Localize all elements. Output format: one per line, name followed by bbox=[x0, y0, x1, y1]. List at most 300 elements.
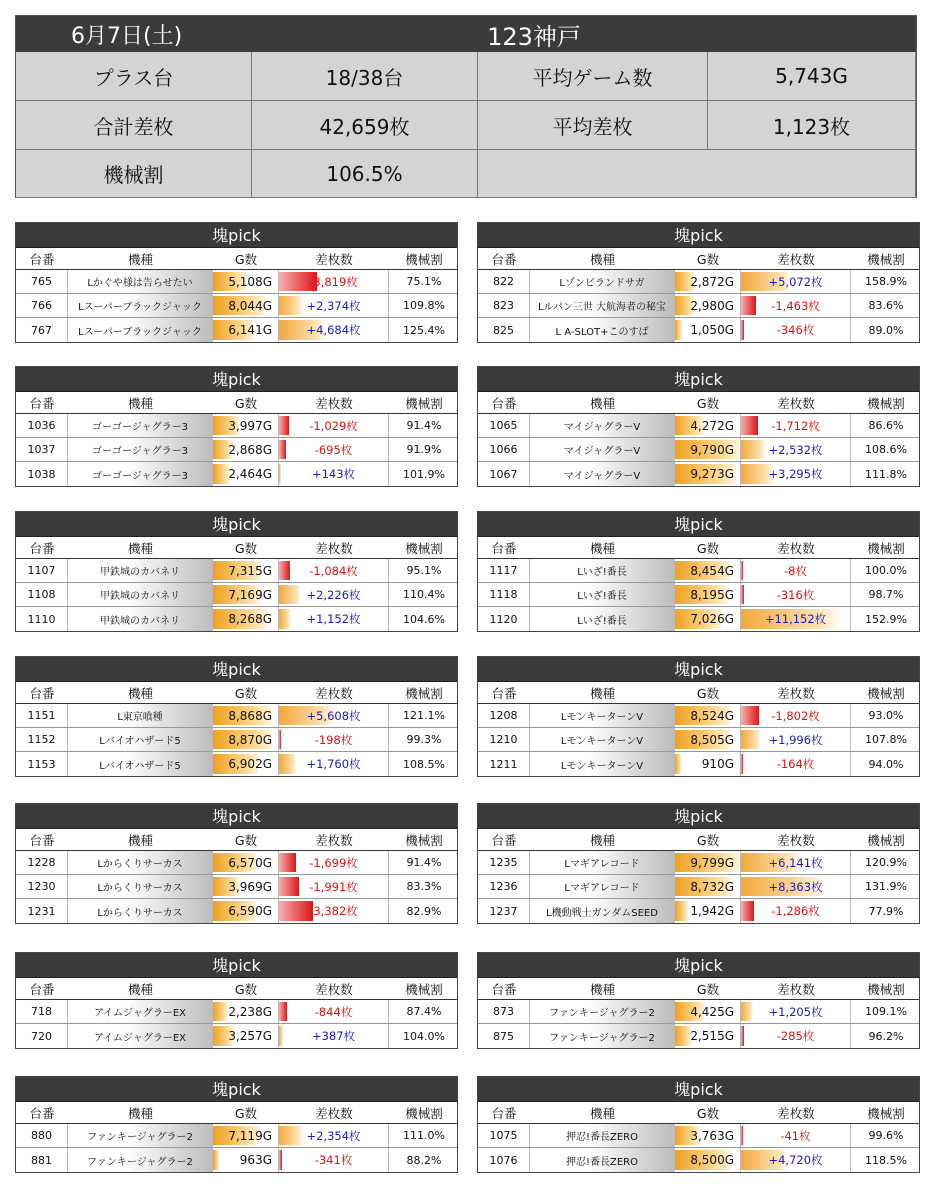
header-diff: 差枚数 bbox=[777, 1105, 815, 1121]
header-diff: 差枚数 bbox=[777, 832, 815, 848]
machine-number: 1151 bbox=[16, 704, 68, 727]
diff-bar bbox=[279, 1002, 287, 1021]
panel-title: 塊pick bbox=[478, 804, 919, 829]
pick-panel bbox=[477, 656, 920, 777]
machine-name: アイムジャグラーEX bbox=[68, 1000, 213, 1023]
pick-panel bbox=[15, 656, 458, 777]
header-machine: 機種 bbox=[589, 685, 615, 701]
payout-rate: 88.2% bbox=[406, 1153, 442, 1167]
games-cell bbox=[213, 752, 279, 776]
diff-cell bbox=[279, 704, 389, 727]
panel-title: 塊pick bbox=[478, 367, 919, 392]
diff-cell bbox=[741, 752, 851, 776]
machine-number: 1065 bbox=[478, 414, 530, 437]
machine-number: 1038 bbox=[16, 462, 68, 486]
header-diff: 差枚数 bbox=[315, 251, 353, 267]
games-cell bbox=[675, 583, 741, 606]
panel-header-row bbox=[478, 537, 919, 559]
games-value: 2,515G bbox=[690, 1029, 734, 1043]
panel-title: 塊pick bbox=[478, 953, 919, 978]
games-cell bbox=[213, 607, 279, 631]
machine-number: 1037 bbox=[16, 438, 68, 461]
machine-number: 1230 bbox=[16, 875, 68, 898]
header-diff: 差枚数 bbox=[315, 685, 353, 701]
diff-value: -1,991枚 bbox=[309, 879, 358, 894]
table-row bbox=[16, 1000, 457, 1024]
panel-header-row bbox=[478, 682, 919, 704]
diff-bar bbox=[741, 1026, 744, 1046]
machine-name: L東京喰種 bbox=[68, 704, 213, 727]
diff-bar bbox=[741, 561, 743, 580]
payout-rate: 99.3% bbox=[406, 733, 442, 746]
machine-name: Lかぐや様は告らせたい bbox=[68, 270, 213, 293]
header-rate: 機械割 bbox=[867, 981, 905, 997]
diff-value: -1,802枚 bbox=[771, 708, 820, 723]
games-value: 8,868G bbox=[228, 708, 272, 723]
diff-cell bbox=[741, 704, 851, 727]
header-games: G数 bbox=[696, 685, 720, 701]
diff-cell bbox=[279, 462, 389, 486]
diff-cell bbox=[279, 1148, 389, 1172]
header-num: 台番 bbox=[29, 832, 55, 848]
diff-value: +5,072枚 bbox=[768, 274, 823, 289]
header-num: 台番 bbox=[29, 981, 55, 997]
games-value: 4,272G bbox=[690, 418, 734, 433]
diff-cell bbox=[741, 728, 851, 751]
panel-title: 塊pick bbox=[478, 1077, 919, 1102]
diff-bar bbox=[741, 754, 743, 774]
header-machine: 機種 bbox=[589, 251, 615, 267]
panel-title: 塊pick bbox=[16, 512, 457, 537]
diff-cell bbox=[741, 607, 851, 631]
header-machine: 機種 bbox=[127, 395, 153, 411]
diff-cell bbox=[279, 752, 389, 776]
header-rate: 機械割 bbox=[405, 395, 443, 411]
header-num: 台番 bbox=[29, 685, 55, 701]
diff-bar bbox=[279, 1026, 283, 1046]
header-games: G数 bbox=[234, 251, 258, 267]
games-value: 7,315G bbox=[228, 563, 272, 578]
games-value: 8,870G bbox=[228, 732, 272, 747]
diff-bar bbox=[279, 464, 281, 484]
diff-value: +2,532枚 bbox=[768, 442, 823, 457]
machine-name: Lからくりサーカス bbox=[68, 875, 213, 898]
table-row bbox=[478, 851, 919, 875]
pick-panel bbox=[15, 222, 458, 343]
pick-panel bbox=[477, 511, 920, 632]
games-cell bbox=[675, 270, 741, 293]
games-cell bbox=[213, 851, 279, 874]
diff-value: -1,029枚 bbox=[309, 418, 358, 433]
header-machine: 機種 bbox=[127, 251, 153, 267]
diff-bar bbox=[741, 320, 744, 340]
table-row bbox=[16, 607, 457, 631]
machine-number: 823 bbox=[478, 294, 530, 317]
games-value: 6,902G bbox=[228, 757, 272, 771]
table-row bbox=[16, 1148, 457, 1172]
table-row bbox=[478, 294, 919, 318]
table-row bbox=[478, 438, 919, 462]
machine-number: 1076 bbox=[478, 1148, 530, 1172]
payout-rate: 158.9% bbox=[865, 275, 907, 288]
header-rate: 機械割 bbox=[405, 540, 443, 556]
machine-name: Lマギアレコード bbox=[530, 851, 675, 874]
header-diff: 差枚数 bbox=[777, 395, 815, 411]
games-value: 9,273G bbox=[690, 467, 734, 481]
payout-rate: 100.0% bbox=[865, 564, 907, 577]
diff-bar bbox=[279, 609, 291, 629]
diff-value: -844枚 bbox=[314, 1004, 353, 1019]
diff-value: -1,699枚 bbox=[309, 855, 358, 870]
header-games: G数 bbox=[234, 832, 258, 848]
payout-rate: 121.1% bbox=[403, 709, 445, 722]
table-row bbox=[478, 1024, 919, 1048]
games-cell bbox=[675, 899, 741, 923]
diff-value: +2,354枚 bbox=[306, 1128, 361, 1143]
diff-cell bbox=[741, 559, 851, 582]
diff-value: +3,295枚 bbox=[768, 467, 823, 481]
header-num: 台番 bbox=[491, 1105, 517, 1121]
panel-title: 塊pick bbox=[16, 1077, 457, 1102]
games-cell bbox=[675, 1000, 741, 1023]
games-cell bbox=[213, 728, 279, 751]
summary-title-row bbox=[16, 16, 916, 52]
games-cell bbox=[213, 462, 279, 486]
diff-bar bbox=[279, 585, 301, 604]
pick-panel bbox=[15, 803, 458, 924]
games-value: 8,500G bbox=[690, 1153, 734, 1167]
machine-number: 720 bbox=[16, 1024, 68, 1048]
games-cell bbox=[213, 1024, 279, 1048]
machine-number: 766 bbox=[16, 294, 68, 317]
machine-number: 1231 bbox=[16, 899, 68, 923]
machine-name: ファンキージャグラー2 bbox=[68, 1148, 213, 1172]
machine-number: 1152 bbox=[16, 728, 68, 751]
games-cell bbox=[213, 294, 279, 317]
diff-value: -695枚 bbox=[314, 442, 353, 457]
games-value: 2,868G bbox=[228, 442, 272, 457]
machine-name: Lバイオハザード5 bbox=[68, 728, 213, 751]
header-diff: 差枚数 bbox=[777, 251, 815, 267]
machine-number: 767 bbox=[16, 318, 68, 342]
games-cell bbox=[675, 1148, 741, 1172]
avg-diff-value: 1,123枚 bbox=[708, 101, 916, 150]
header-num: 台番 bbox=[491, 981, 517, 997]
header-rate: 機械割 bbox=[867, 251, 905, 267]
diff-value: -346枚 bbox=[776, 323, 815, 337]
table-row bbox=[478, 899, 919, 923]
games-cell bbox=[675, 462, 741, 486]
header-num: 台番 bbox=[491, 685, 517, 701]
diff-bar bbox=[279, 561, 290, 580]
machine-name: Lマギアレコード bbox=[530, 875, 675, 898]
machine-name: Lバイオハザード5 bbox=[68, 752, 213, 776]
diff-cell bbox=[741, 1124, 851, 1147]
panel-header-row bbox=[16, 829, 457, 851]
header-machine: 機種 bbox=[127, 832, 153, 848]
diff-bar bbox=[741, 706, 759, 725]
plus-value: 18/38台 bbox=[252, 52, 478, 101]
payout-rate: 104.6% bbox=[403, 612, 445, 626]
diff-cell bbox=[741, 1000, 851, 1023]
pick-panel bbox=[477, 366, 920, 487]
header-rate: 機械割 bbox=[867, 832, 905, 848]
table-row bbox=[478, 583, 919, 607]
machine-number: 1117 bbox=[478, 559, 530, 582]
machine-name: ファンキージャグラー2 bbox=[530, 1024, 675, 1048]
diff-value: -285枚 bbox=[776, 1029, 815, 1043]
header-games: G数 bbox=[234, 395, 258, 411]
games-cell bbox=[213, 899, 279, 923]
games-cell bbox=[213, 270, 279, 293]
diff-value: +6,141枚 bbox=[768, 855, 823, 870]
pick-panel bbox=[477, 803, 920, 924]
diff-value: -1,084枚 bbox=[309, 563, 358, 578]
header-rate: 機械割 bbox=[405, 1105, 443, 1121]
diff-value: +2,374枚 bbox=[306, 298, 361, 313]
diff-bar bbox=[279, 1126, 303, 1145]
avg-diff-label: 平均差枚 bbox=[478, 101, 708, 150]
machine-number: 1237 bbox=[478, 899, 530, 923]
games-value: 6,590G bbox=[228, 904, 272, 918]
header-games: G数 bbox=[696, 540, 720, 556]
games-value: 3,763G bbox=[690, 1128, 734, 1143]
games-value: 2,872G bbox=[690, 274, 734, 289]
diff-value: +8,363枚 bbox=[768, 879, 823, 894]
header-rate: 機械割 bbox=[867, 395, 905, 411]
header-rate: 機械割 bbox=[405, 981, 443, 997]
machine-number: 1208 bbox=[478, 704, 530, 727]
diff-cell bbox=[741, 438, 851, 461]
games-value: 9,799G bbox=[690, 855, 734, 870]
diff-cell bbox=[741, 414, 851, 437]
header-diff: 差枚数 bbox=[315, 1105, 353, 1121]
games-value: 8,732G bbox=[690, 879, 734, 894]
diff-cell bbox=[741, 875, 851, 898]
pick-panel bbox=[15, 366, 458, 487]
diff-cell bbox=[741, 270, 851, 293]
panel-title: 塊pick bbox=[16, 804, 457, 829]
games-value: 9,790G bbox=[690, 442, 734, 457]
games-value: 6,570G bbox=[228, 855, 272, 870]
avg-games-label: 平均ゲーム数 bbox=[478, 52, 708, 101]
games-cell bbox=[675, 875, 741, 898]
panel-header-row bbox=[16, 682, 457, 704]
machine-number: 718 bbox=[16, 1000, 68, 1023]
header-rate: 機械割 bbox=[867, 685, 905, 701]
diff-cell bbox=[279, 607, 389, 631]
diff-cell bbox=[741, 294, 851, 317]
table-row bbox=[478, 875, 919, 899]
machine-number: 1067 bbox=[478, 462, 530, 486]
table-row bbox=[478, 1148, 919, 1172]
machine-number: 1075 bbox=[478, 1124, 530, 1147]
header-num: 台番 bbox=[491, 251, 517, 267]
header-num: 台番 bbox=[491, 832, 517, 848]
machine-name: Lいざ!番長 bbox=[530, 559, 675, 582]
report-date: 6月7日(土) bbox=[71, 23, 183, 49]
diff-value: +1,205枚 bbox=[768, 1004, 823, 1019]
diff-cell bbox=[741, 851, 851, 874]
payout-rate: 111.8% bbox=[865, 467, 907, 481]
payout-rate: 75.1% bbox=[406, 275, 442, 288]
header-num: 台番 bbox=[29, 395, 55, 411]
diff-value: +4,684枚 bbox=[306, 323, 361, 337]
header-machine: 機種 bbox=[589, 395, 615, 411]
diff-bar bbox=[279, 1150, 282, 1170]
table-row bbox=[478, 728, 919, 752]
games-cell bbox=[213, 1148, 279, 1172]
diff-value: -3,819枚 bbox=[309, 274, 358, 289]
diff-cell bbox=[279, 318, 389, 342]
table-row bbox=[16, 851, 457, 875]
diff-bar bbox=[279, 440, 286, 459]
machine-number: 1210 bbox=[478, 728, 530, 751]
header-diff: 差枚数 bbox=[315, 395, 353, 411]
payout-rate: 94.0% bbox=[868, 757, 904, 771]
payout-rate: 125.4% bbox=[403, 323, 445, 337]
table-row bbox=[16, 875, 457, 899]
panel-header-row bbox=[16, 978, 457, 1000]
panel-title: 塊pick bbox=[16, 953, 457, 978]
panel-header-row bbox=[478, 392, 919, 414]
panel-header-row bbox=[478, 978, 919, 1000]
games-value: 4,425G bbox=[690, 1004, 734, 1019]
diff-value: -41枚 bbox=[780, 1128, 811, 1143]
table-row bbox=[16, 270, 457, 294]
diff-cell bbox=[279, 270, 389, 293]
games-cell bbox=[213, 414, 279, 437]
diff-cell bbox=[279, 899, 389, 923]
diff-bar bbox=[741, 585, 744, 604]
machine-number: 1066 bbox=[478, 438, 530, 461]
header-diff: 差枚数 bbox=[315, 981, 353, 997]
games-value: 7,119G bbox=[228, 1128, 272, 1143]
diff-value: +387枚 bbox=[311, 1029, 356, 1043]
games-cell bbox=[213, 704, 279, 727]
machine-number: 1235 bbox=[478, 851, 530, 874]
games-cell bbox=[675, 1124, 741, 1147]
machine-number: 1108 bbox=[16, 583, 68, 606]
table-row bbox=[478, 318, 919, 342]
games-value: 963G bbox=[239, 1153, 272, 1167]
payout-rate: 110.4% bbox=[403, 588, 445, 601]
header-games: G数 bbox=[696, 251, 720, 267]
games-value: 8,268G bbox=[228, 612, 272, 626]
panel-header-row bbox=[478, 829, 919, 851]
games-value: 5,108G bbox=[228, 274, 272, 289]
pick-panel bbox=[15, 511, 458, 632]
machine-number: 825 bbox=[478, 318, 530, 342]
header-games: G数 bbox=[696, 395, 720, 411]
games-value: 7,026G bbox=[690, 612, 734, 626]
machine-name: Lルパン三世 大航海者の秘宝 bbox=[530, 294, 675, 317]
payout-rate: 93.0% bbox=[868, 709, 904, 722]
diff-cell bbox=[279, 875, 389, 898]
games-value: 3,969G bbox=[228, 879, 272, 894]
machine-number: 765 bbox=[16, 270, 68, 293]
diff-cell bbox=[279, 1024, 389, 1048]
panel-header-row bbox=[16, 1102, 457, 1124]
diff-cell bbox=[741, 462, 851, 486]
table-row bbox=[478, 462, 919, 486]
table-row bbox=[16, 728, 457, 752]
diff-bar bbox=[741, 730, 761, 749]
machine-name: マイジャグラーV bbox=[530, 438, 675, 461]
diff-bar bbox=[741, 1002, 753, 1021]
games-cell bbox=[675, 559, 741, 582]
header-games: G数 bbox=[696, 832, 720, 848]
diff-value: +5,608枚 bbox=[306, 708, 361, 723]
total-diff-value: 42,659枚 bbox=[252, 101, 478, 150]
panel-title: 塊pick bbox=[16, 657, 457, 682]
table-row bbox=[16, 559, 457, 583]
payout-rate: 118.5% bbox=[865, 1153, 907, 1167]
machine-name: 押忍!番長ZERO bbox=[530, 1124, 675, 1147]
machine-name: ゴーゴージャグラー3 bbox=[68, 414, 213, 437]
games-value: 3,997G bbox=[228, 418, 272, 433]
payout-rate: 82.9% bbox=[406, 904, 442, 918]
header-diff: 差枚数 bbox=[315, 832, 353, 848]
payout-rate: 91.9% bbox=[406, 443, 442, 456]
machine-name: マイジャグラーV bbox=[530, 414, 675, 437]
games-cell bbox=[675, 607, 741, 631]
pick-panel bbox=[477, 222, 920, 343]
header-num: 台番 bbox=[29, 251, 55, 267]
machine-name: ファンキージャグラー2 bbox=[530, 1000, 675, 1023]
diff-cell bbox=[741, 1148, 851, 1172]
machine-name: Lスーパーブラックジャック bbox=[68, 294, 213, 317]
total-diff-label: 合計差枚 bbox=[16, 101, 252, 150]
diff-value: -1,712枚 bbox=[771, 418, 820, 433]
diff-bar bbox=[279, 730, 281, 749]
header-machine: 機種 bbox=[589, 540, 615, 556]
games-value: 1,050G bbox=[690, 323, 734, 337]
header-num: 台番 bbox=[491, 540, 517, 556]
pick-panel bbox=[15, 952, 458, 1049]
table-row bbox=[478, 270, 919, 294]
games-cell bbox=[675, 1024, 741, 1048]
payout-rate: 91.4% bbox=[406, 419, 442, 432]
header-machine: 機種 bbox=[589, 832, 615, 848]
avg-games-value: 5,743G bbox=[708, 52, 916, 101]
machine-name: LモンキーターンV bbox=[530, 704, 675, 727]
rate-label: 機械割 bbox=[16, 150, 252, 198]
diff-cell bbox=[279, 414, 389, 437]
pick-panel bbox=[15, 1076, 458, 1173]
panel-title: 塊pick bbox=[478, 223, 919, 248]
header-machine: 機種 bbox=[127, 685, 153, 701]
store-name: 123神戸 bbox=[487, 22, 581, 51]
header-games: G数 bbox=[234, 1105, 258, 1121]
payout-rate: 83.3% bbox=[406, 880, 442, 893]
header-games: G数 bbox=[234, 540, 258, 556]
diff-value: -8枚 bbox=[784, 563, 807, 578]
table-row bbox=[478, 607, 919, 631]
machine-name: Lゾンビランドサガ bbox=[530, 270, 675, 293]
panel-title: 塊pick bbox=[478, 512, 919, 537]
panel-header-row bbox=[16, 248, 457, 270]
machine-name: ファンキージャグラー2 bbox=[68, 1124, 213, 1147]
payout-rate: 86.6% bbox=[868, 419, 904, 432]
diff-cell bbox=[279, 294, 389, 317]
table-row bbox=[478, 704, 919, 728]
machine-name: 甲鉄城のカバネリ bbox=[68, 559, 213, 582]
table-row bbox=[478, 559, 919, 583]
machine-name: ゴーゴージャグラー3 bbox=[68, 462, 213, 486]
games-value: 6,141G bbox=[228, 323, 272, 337]
diff-cell bbox=[279, 728, 389, 751]
